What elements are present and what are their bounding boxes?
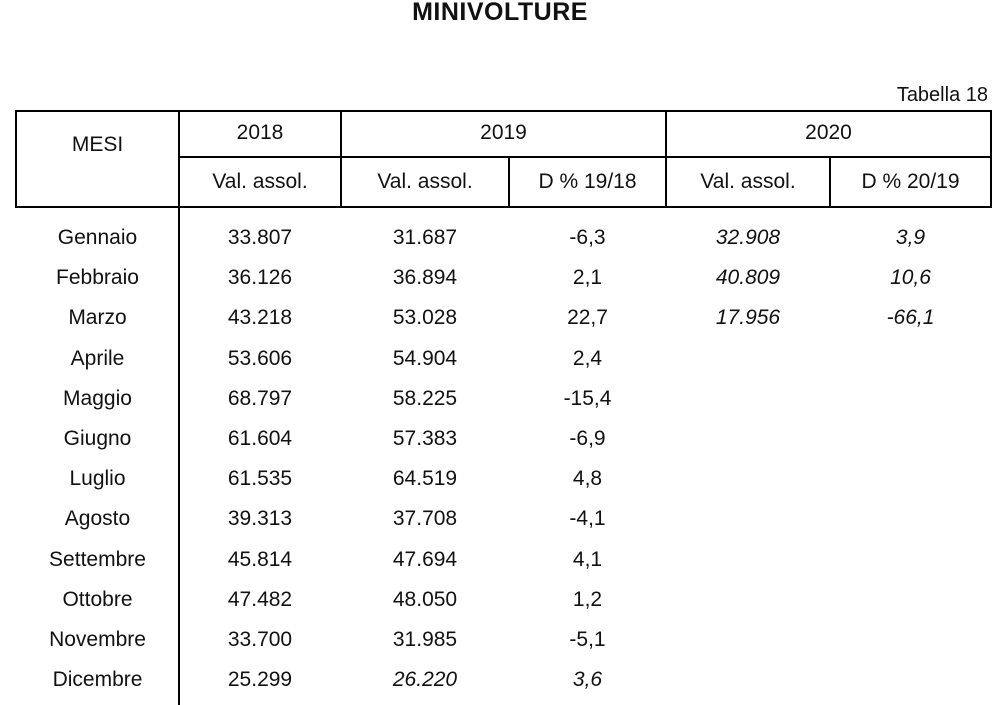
cell-v2019: 26.220 <box>392 668 458 692</box>
cell-month: Ottobre <box>62 587 133 611</box>
cell-v2019: 37.708 <box>392 507 458 531</box>
cell-v2018: 53.606 <box>227 346 293 370</box>
cell-d1918: 2,4 <box>572 346 603 370</box>
table-top-border <box>15 110 992 112</box>
cell-d1918: 4,1 <box>572 547 603 571</box>
cell-d2019: 3,9 <box>895 226 926 249</box>
cell-d2019: 10,6 <box>890 266 931 290</box>
header-year-2019: 2019 <box>480 121 527 144</box>
cell-v2020: 40.809 <box>715 266 781 290</box>
cell-d1918: -5,1 <box>569 628 606 651</box>
cell-v2018: 33.700 <box>227 628 293 651</box>
cell-d1918: 22,7 <box>567 306 608 330</box>
header-mid-rule <box>178 156 992 158</box>
cell-month: Maggio <box>63 386 132 410</box>
cell-v2019: 53.028 <box>392 306 458 330</box>
cell-v2018: 33.807 <box>227 226 293 249</box>
cell-v2018: 43.218 <box>227 306 293 330</box>
cell-v2018: 36.126 <box>227 266 293 290</box>
cell-v2018: 47.482 <box>227 587 293 611</box>
cell-d1918: -15,4 <box>563 386 612 410</box>
header-year-2018: 2018 <box>236 121 284 144</box>
cell-v2019: 54.904 <box>392 346 458 370</box>
header-sub-2020-delta: D % 20/19 <box>861 170 960 193</box>
table-left-border <box>15 110 17 208</box>
cell-v2018: 68.797 <box>227 386 293 410</box>
cell-v2018: 25.299 <box>227 668 293 692</box>
cell-month: Agosto <box>64 507 131 531</box>
header-months: MESI <box>71 133 124 156</box>
table-right-border <box>990 110 992 208</box>
cell-month: Giugno <box>63 427 132 450</box>
cell-v2018: 61.604 <box>227 427 293 450</box>
table-caption: Tabella 18 <box>896 84 988 106</box>
header-sub-2020-val: Val. assol. <box>700 170 796 193</box>
cell-v2019: 31.985 <box>392 628 458 651</box>
cell-month: Marzo <box>68 306 127 330</box>
cell-v2019: 57.383 <box>392 427 458 450</box>
cell-d1918: 4,8 <box>572 467 603 491</box>
cell-v2019: 47.694 <box>392 547 458 571</box>
cell-d1918: 1,2 <box>572 587 603 611</box>
cell-v2018: 45.814 <box>227 547 293 571</box>
cell-d1918: 3,6 <box>572 668 603 692</box>
cell-v2018: 39.313 <box>227 507 293 531</box>
cell-month: Febbraio <box>56 266 139 290</box>
cell-month: Gennaio <box>57 226 138 249</box>
cell-d1918: -6,9 <box>569 427 606 450</box>
page-title: MINIVOLTURE <box>412 0 588 26</box>
cell-month: Novembre <box>49 628 146 651</box>
cell-month: Aprile <box>70 346 125 370</box>
header-sub-2019-delta: D % 19/18 <box>538 170 637 193</box>
cell-v2019: 64.519 <box>392 467 458 491</box>
cell-v2019: 36.894 <box>392 266 458 290</box>
cell-v2019: 31.687 <box>392 226 458 249</box>
cell-v2019: 48.050 <box>392 587 458 611</box>
header-year-2020: 2020 <box>805 121 852 144</box>
cell-month: Settembre <box>49 547 146 571</box>
cell-v2020: 17.956 <box>715 306 781 330</box>
cell-v2020: 32.908 <box>715 226 781 249</box>
cell-v2018: 61.535 <box>227 467 293 491</box>
cell-d1918: -6,3 <box>569 226 606 249</box>
header-sub-2019-val: Val. assol. <box>377 170 473 193</box>
cell-v2019: 58.225 <box>392 386 458 410</box>
cell-month: Dicembre <box>52 668 143 692</box>
header-bottom-rule <box>15 206 992 208</box>
header-sub-2018-val: Val. assol. <box>212 170 308 193</box>
cell-d1918: -4,1 <box>569 507 606 531</box>
cell-d2019: -66,1 <box>886 306 935 330</box>
cell-d1918: 2,1 <box>572 266 603 290</box>
cell-month: Luglio <box>69 467 126 491</box>
